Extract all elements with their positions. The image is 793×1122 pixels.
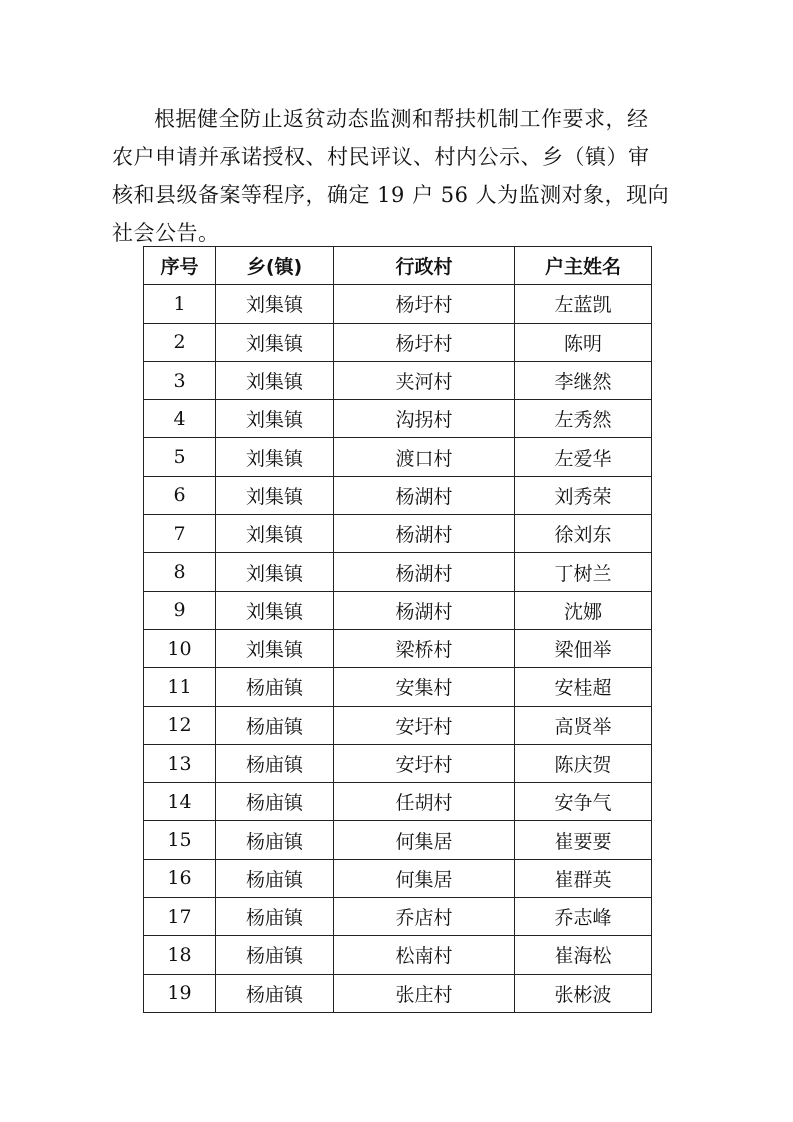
header-householder-name: 户主姓名	[515, 247, 652, 285]
cell-township: 刘集镇	[216, 515, 334, 553]
cell-township: 刘集镇	[216, 438, 334, 476]
cell-village: 杨圩村	[334, 323, 515, 361]
cell-serial-number: 18	[144, 936, 216, 974]
cell-township: 刘集镇	[216, 476, 334, 514]
table-row	[144, 936, 652, 974]
cell-householder-name: 崔群英	[515, 859, 652, 897]
cell-serial-number: 15	[144, 821, 216, 859]
cell-village: 乔店村	[334, 898, 515, 936]
cell-householder-name: 张彬波	[515, 974, 652, 1012]
cell-township: 杨庙镇	[216, 821, 334, 859]
cell-serial-number: 8	[144, 553, 216, 591]
cell-serial-number: 13	[144, 744, 216, 782]
table-header-row	[144, 247, 652, 285]
cell-village: 任胡村	[334, 783, 515, 821]
cell-township: 刘集镇	[216, 361, 334, 399]
table-row	[144, 668, 652, 706]
cell-village: 松南村	[334, 936, 515, 974]
cell-serial-number: 7	[144, 515, 216, 553]
cell-village: 杨圩村	[334, 285, 515, 323]
cell-householder-name: 安桂超	[515, 668, 652, 706]
announcement-paragraph	[112, 100, 670, 252]
cell-householder-name: 陈明	[515, 323, 652, 361]
cell-village: 何集居	[334, 859, 515, 897]
cell-householder-name: 李继然	[515, 361, 652, 399]
cell-householder-name: 安争气	[515, 783, 652, 821]
table-row	[144, 821, 652, 859]
cell-village: 杨湖村	[334, 515, 515, 553]
cell-householder-name: 左秀然	[515, 400, 652, 438]
cell-householder-name: 左爱华	[515, 438, 652, 476]
cell-township: 刘集镇	[216, 629, 334, 667]
table-body	[144, 285, 652, 1013]
table-row	[144, 323, 652, 361]
table-row	[144, 629, 652, 667]
table-row	[144, 553, 652, 591]
monitoring-households-table	[143, 246, 652, 1013]
cell-village: 张庄村	[334, 974, 515, 1012]
table-row	[144, 476, 652, 514]
cell-village: 安圩村	[334, 706, 515, 744]
cell-serial-number: 19	[144, 974, 216, 1012]
table-row	[144, 361, 652, 399]
cell-serial-number: 6	[144, 476, 216, 514]
cell-serial-number: 17	[144, 898, 216, 936]
cell-village: 梁桥村	[334, 629, 515, 667]
cell-township: 杨庙镇	[216, 936, 334, 974]
table-row	[144, 285, 652, 323]
table-row	[144, 400, 652, 438]
paragraph-line: 核和县级备案等程序，确定 19 户 56 人为监测对象，现向	[112, 183, 670, 207]
paragraph-line: 社会公告。	[112, 221, 220, 245]
cell-township: 刘集镇	[216, 591, 334, 629]
cell-township: 杨庙镇	[216, 898, 334, 936]
paragraph-line: 根据健全防止返贫动态监测和帮扶机制工作要求，经	[154, 107, 649, 131]
cell-householder-name: 徐刘东	[515, 515, 652, 553]
cell-householder-name: 沈娜	[515, 591, 652, 629]
cell-serial-number: 16	[144, 859, 216, 897]
cell-serial-number: 4	[144, 400, 216, 438]
cell-householder-name: 梁佃举	[515, 629, 652, 667]
paragraph-line: 农户申请并承诺授权、村民评议、村内公示、乡（镇）审	[112, 145, 650, 169]
cell-householder-name: 崔要要	[515, 821, 652, 859]
cell-serial-number: 3	[144, 361, 216, 399]
cell-serial-number: 9	[144, 591, 216, 629]
cell-township: 刘集镇	[216, 553, 334, 591]
cell-serial-number: 2	[144, 323, 216, 361]
cell-village: 何集居	[334, 821, 515, 859]
header-township: 乡(镇)	[216, 247, 334, 285]
cell-township: 刘集镇	[216, 400, 334, 438]
cell-householder-name: 左蓝凯	[515, 285, 652, 323]
cell-township: 杨庙镇	[216, 706, 334, 744]
table-row	[144, 898, 652, 936]
cell-serial-number: 12	[144, 706, 216, 744]
table-row	[144, 974, 652, 1012]
cell-village: 安集村	[334, 668, 515, 706]
cell-township: 杨庙镇	[216, 859, 334, 897]
table-row	[144, 591, 652, 629]
table-row	[144, 744, 652, 782]
cell-township: 杨庙镇	[216, 783, 334, 821]
cell-village: 安圩村	[334, 744, 515, 782]
cell-township: 刘集镇	[216, 285, 334, 323]
table-row	[144, 783, 652, 821]
cell-township: 杨庙镇	[216, 744, 334, 782]
cell-township: 杨庙镇	[216, 668, 334, 706]
header-serial-number: 序号	[144, 247, 216, 285]
cell-serial-number: 10	[144, 629, 216, 667]
cell-householder-name: 乔志峰	[515, 898, 652, 936]
header-village: 行政村	[334, 247, 515, 285]
cell-township: 杨庙镇	[216, 974, 334, 1012]
cell-township: 刘集镇	[216, 323, 334, 361]
table-row	[144, 438, 652, 476]
cell-village: 杨湖村	[334, 553, 515, 591]
cell-serial-number: 5	[144, 438, 216, 476]
table-row	[144, 706, 652, 744]
cell-householder-name: 高贤举	[515, 706, 652, 744]
cell-householder-name: 陈庆贺	[515, 744, 652, 782]
cell-serial-number: 1	[144, 285, 216, 323]
cell-householder-name: 丁树兰	[515, 553, 652, 591]
cell-serial-number: 14	[144, 783, 216, 821]
cell-village: 渡口村	[334, 438, 515, 476]
cell-village: 沟拐村	[334, 400, 515, 438]
cell-village: 杨湖村	[334, 591, 515, 629]
table-row	[144, 515, 652, 553]
cell-village: 夹河村	[334, 361, 515, 399]
cell-village: 杨湖村	[334, 476, 515, 514]
table-row	[144, 859, 652, 897]
cell-serial-number: 11	[144, 668, 216, 706]
cell-householder-name: 刘秀荣	[515, 476, 652, 514]
cell-householder-name: 崔海松	[515, 936, 652, 974]
